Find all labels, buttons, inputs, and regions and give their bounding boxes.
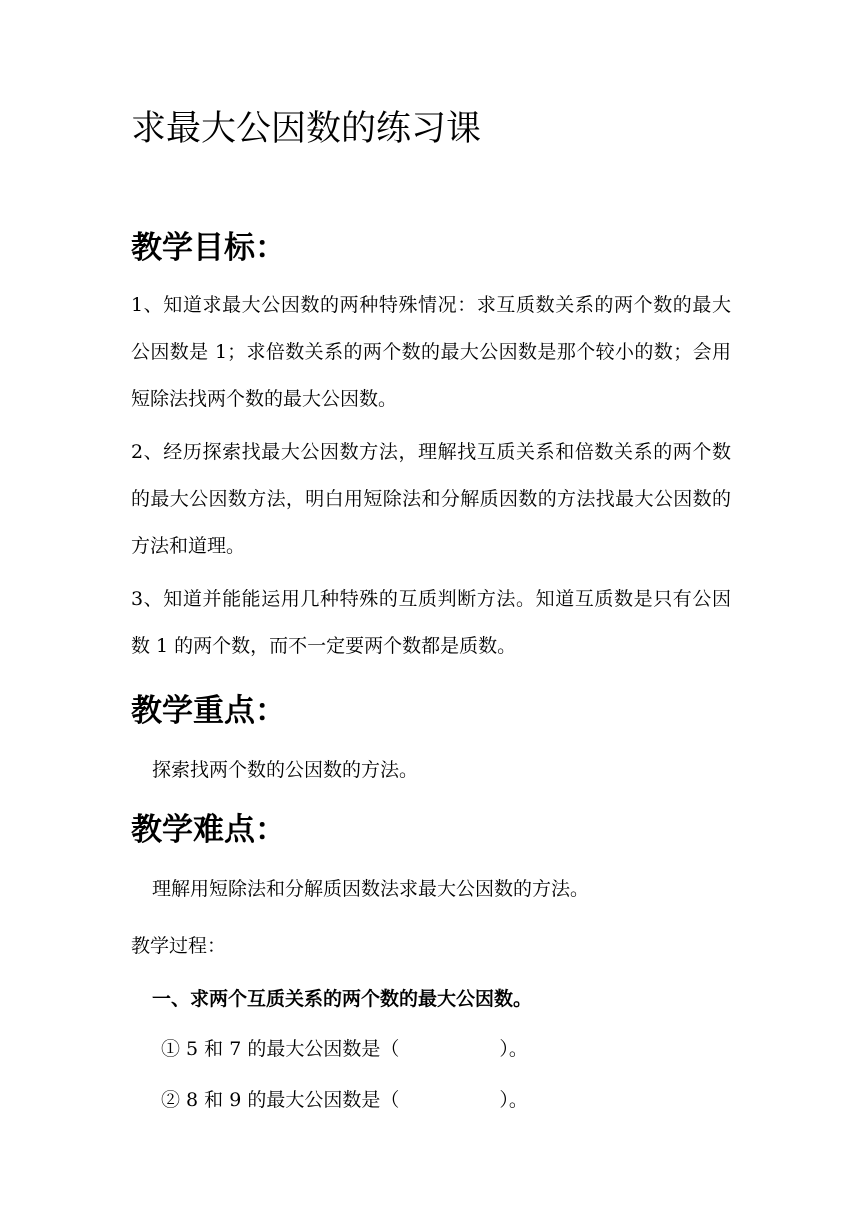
key-point-text: 探索找两个数的公因数的方法。 bbox=[152, 759, 419, 781]
exercise-2-suffix: ）。 bbox=[499, 1089, 528, 1111]
exercise-2-prefix: ② 8 和 9 的最大公因数是（ bbox=[161, 1089, 400, 1111]
objective-item-2: 2、经历探索找最大公因数方法，理解找互质关系和倍数关系的两个数的最大公因数方法，明白用短除法和分解质因数的方法找最大公因数的方法和道理。 bbox=[131, 441, 731, 557]
section-1-heading: 一、求两个互质关系的两个数的最大公因数。 bbox=[152, 988, 533, 1010]
objective-item-3: 3、知道并能能运用几种特殊的互质判断方法。知道互质数是只有公因数 1 的两个数，而不一定要两个数都是质数。 bbox=[131, 588, 731, 657]
objectives-heading: 教学目标： bbox=[131, 230, 286, 266]
difficulty-text: 理解用短除法和分解质因数法求最大公因数的方法。 bbox=[152, 878, 590, 900]
key-point-heading: 教学重点： bbox=[131, 693, 286, 729]
exercise-1-suffix: ）。 bbox=[499, 1038, 528, 1060]
page-title: 求最大公因数的练习课 bbox=[131, 109, 482, 149]
difficulty-heading: 教学难点： bbox=[131, 812, 286, 848]
exercise-1 bbox=[161, 1034, 528, 1064]
exercise-2 bbox=[161, 1085, 528, 1115]
objective-item-1: 1、知道求最大公因数的两种特殊情况：求互质数关系的两个数的最大公因数是 1；求倍数关系的两个数的最大公因数是那个较小的数；会用短除法找两个数的最大公因数。 bbox=[131, 294, 731, 410]
exercise-1-prefix: ① 5 和 7 的最大公因数是（ bbox=[161, 1038, 400, 1060]
process-label: 教学过程： bbox=[131, 935, 227, 957]
